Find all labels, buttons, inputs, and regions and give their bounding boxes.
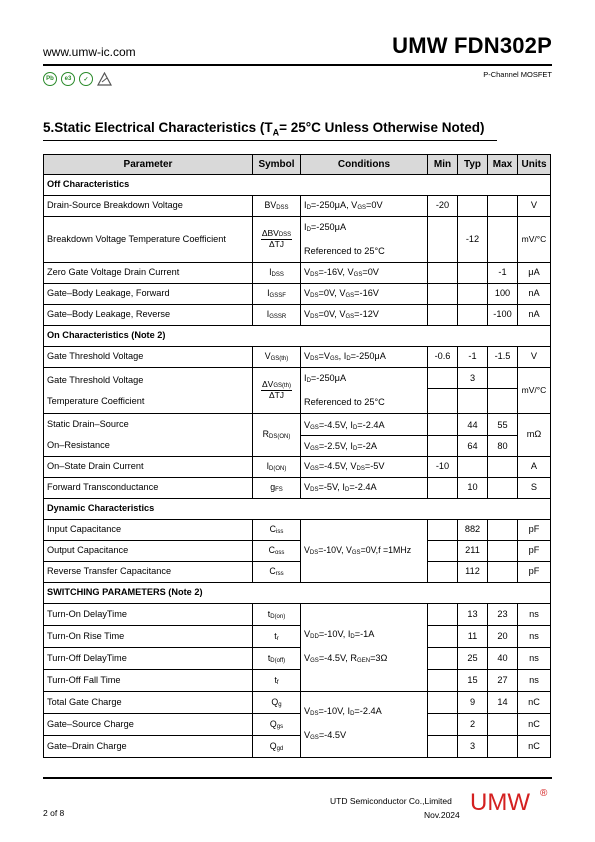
document-title: UMW FDN302P	[392, 33, 552, 58]
section-dynamic: Dynamic Characteristics	[44, 499, 551, 520]
section-switching: SWITCHING PARAMETERS (Note 2)	[44, 583, 551, 604]
e3-icon: e3	[61, 72, 75, 86]
table-row: Input Capacitance Ciss VDS=-10V, VGS=0V,f =1MHz 882 pF	[44, 520, 551, 541]
col-max: Max	[488, 155, 518, 175]
col-conditions: Conditions	[301, 155, 428, 175]
col-symbol: Symbol	[253, 155, 301, 175]
table-row: Drain-Source Breakdown Voltage BVDSS ID=-250μA, VGS=0V -20 V	[44, 196, 551, 217]
table-row: Zero Gate Voltage Drain Current IDSS VDS=-16V, VGS=0V -1 μA	[44, 263, 551, 284]
pb-free-icon: Pb	[43, 72, 57, 86]
umw-logo: UMW	[470, 789, 530, 816]
table-header-row	[44, 155, 551, 175]
page-number: 2 of 8	[43, 808, 65, 818]
section-title: 5.Static Electrical Characteristics ($T_A= 25^\circ C$ Unless Otherwise Noted)	[43, 120, 485, 138]
table-row: Turn-Off DelayTime tD(off) 25 40 ns	[44, 648, 551, 670]
electrical-characteristics-table	[43, 154, 551, 758]
footer-rule	[43, 777, 552, 779]
table-row: Gate–Body Leakage, Reverse IGSSR VDS=0V, VGS=-12V -100 nA	[44, 305, 551, 326]
esd-warning-icon	[97, 72, 112, 86]
table-row: On–State Drain Current ID(ON) VGS=-4.5V, VDS=-5V -10 A	[44, 457, 551, 478]
col-typ: Typ	[458, 155, 488, 175]
col-units: Units	[518, 155, 551, 175]
section-off: Off Characteristics	[44, 175, 551, 196]
table-row: Reverse Transfer Capacitance Crss 112 pF	[44, 562, 551, 583]
device-type: P-Channel MOSFET	[483, 70, 552, 79]
website-url: www.umw-ic.com	[43, 45, 136, 59]
table-row: Static Drain–Source On–Resistance RDS(ON) VGS=-4.5V, ID=-2.4A VGS=-2.5V, ID=-2A 44 64 55 80 mΩ	[44, 414, 551, 457]
section-rule	[43, 140, 497, 141]
table-row: Output Capacitance Coss 211 pF	[44, 541, 551, 562]
compliance-icons	[43, 72, 112, 86]
header-rule	[43, 64, 552, 66]
table-row: Total Gate Charge Qg VDS=-10V, ID=-2.4A VGS=-4.5V 9 14 nC	[44, 692, 551, 714]
section-on: On Characteristics (Note 2)	[44, 326, 551, 347]
revision-date: Nov.2024	[424, 810, 460, 820]
table-row: Gate Threshold Voltage Temperature Coefficient ΔVGS(th) ΔTJ ID=-250μA Referenced to 25°C 3 mV/°C	[44, 368, 551, 414]
table-row: Gate Threshold Voltage VGS(th) VDS=VGS, ID=-250μA -0.6 -1 -1.5 V	[44, 347, 551, 368]
table-row: Gate–Source Charge Qgs 2 nC	[44, 714, 551, 736]
rohs-icon: ✓	[79, 72, 93, 86]
col-min: Min	[428, 155, 458, 175]
table-row: Gate–Drain Charge Qgd 3 nC	[44, 736, 551, 758]
table-row: Turn-On Rise Time tr 11 20 ns	[44, 626, 551, 648]
table-row: Gate–Body Leakage, Forward IGSSF VDS=0V, VGS=-16V 100 nA	[44, 284, 551, 305]
table-row: Forward Transconductance gFS VDS=-5V, ID=-2.4A 10 S	[44, 478, 551, 499]
table-row: Turn-On DelayTime tD(on) VDD=-10V, ID=-1A VGS=-4.5V, RGEN=3Ω 13 23 ns	[44, 604, 551, 626]
table-row: Breakdown Voltage Temperature Coefficient ΔBVDSS ΔTJ ID=-250μA Referenced to 25°C -12 mV/°C	[44, 217, 551, 263]
table-row: Turn-Off Fall Time tf 15 27 ns	[44, 670, 551, 692]
company-name: UTD Semiconductor Co.,Limited	[330, 796, 452, 806]
registered-mark: ®	[540, 788, 548, 799]
col-parameter: Parameter	[44, 155, 253, 175]
